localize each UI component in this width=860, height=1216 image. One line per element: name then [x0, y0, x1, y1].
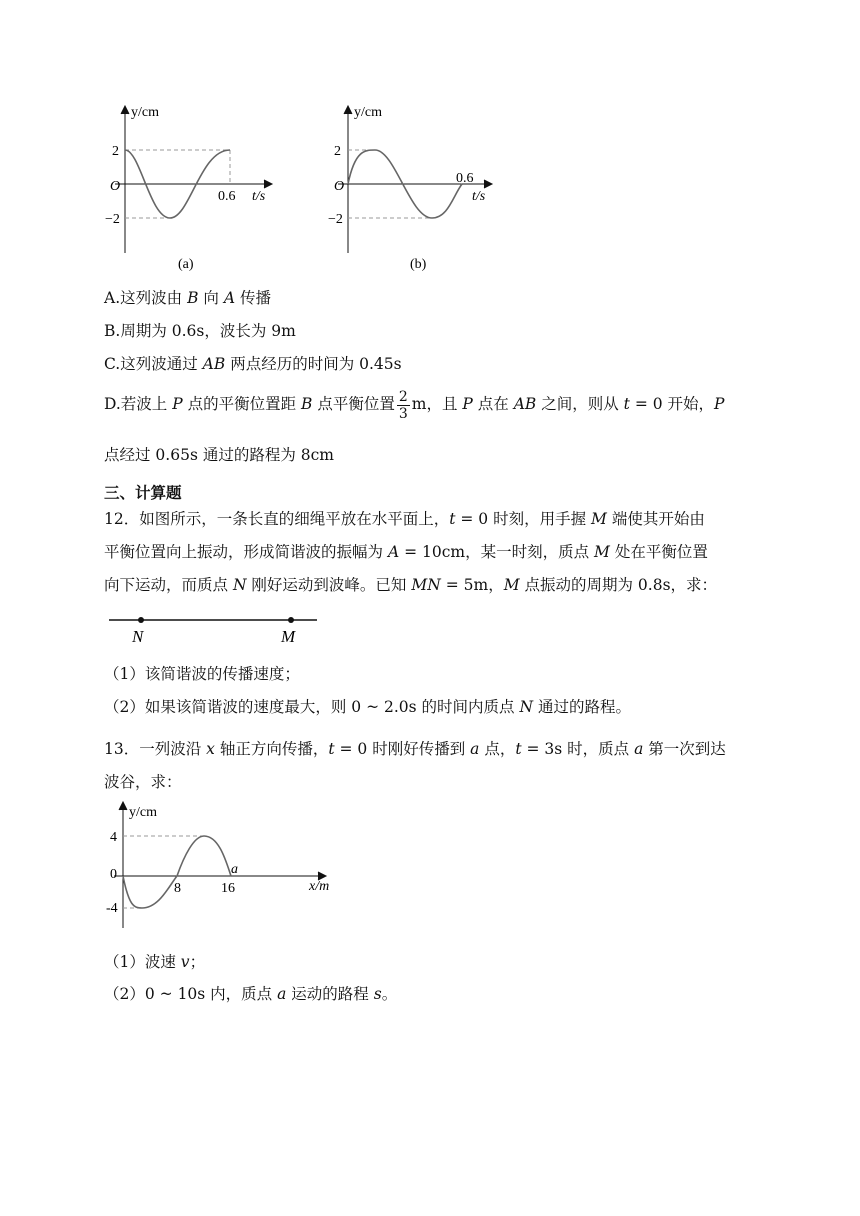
fig-a-xlabel: t/s	[252, 189, 266, 204]
text: 运动的路程	[286, 985, 374, 1003]
fig-a-xtick: 0.6	[218, 189, 236, 204]
text: 13．一列波沿	[104, 740, 207, 758]
var: s	[373, 985, 382, 1003]
text: 处在平衡位置	[609, 543, 708, 561]
text: 传播	[235, 289, 271, 307]
figure-a	[100, 96, 290, 276]
fig-b-origin: O	[334, 179, 345, 194]
fig-q13-xlabel: x/m	[309, 879, 330, 894]
option-c	[104, 352, 402, 374]
label-m: M	[281, 627, 296, 646]
fig-b-ymin: −2	[328, 212, 343, 227]
text: 点振动的周期为 0.8s，求：	[519, 576, 718, 594]
var: N	[232, 576, 247, 594]
fig-q13-x8: 8	[174, 881, 181, 896]
text: D.若波上	[104, 395, 173, 413]
fig-q13-x16: 16	[221, 881, 235, 896]
denominator: 3	[398, 405, 408, 422]
var: a	[277, 985, 287, 1003]
text: 轴正方向传播，	[214, 740, 329, 758]
fig-q13-point-a: a	[231, 862, 238, 877]
fig-q13-y0: 0	[110, 867, 117, 882]
text: 。	[381, 985, 398, 1003]
var: t	[328, 740, 335, 758]
q12-sub1: （1）该简谐波的传播速度；	[104, 665, 300, 683]
text: 通过的路程。	[533, 698, 631, 716]
text: 点，	[479, 740, 516, 758]
text: 两点经历的时间为 0.45s	[225, 355, 402, 373]
fraction	[397, 389, 410, 422]
numerator: 2	[398, 388, 408, 405]
text: 第一次到达	[643, 740, 726, 758]
text: （1）波速	[104, 953, 181, 971]
var: AB	[202, 355, 226, 373]
var: AB	[513, 395, 537, 413]
q13-wave-figure	[104, 796, 344, 936]
q12-line1	[104, 507, 705, 529]
text: = 3s 时，质点	[521, 740, 635, 758]
var: t	[623, 395, 630, 413]
label-n: N	[132, 627, 144, 646]
text: ；	[189, 953, 206, 971]
fig-a-ymin: −2	[105, 212, 120, 227]
var: N	[519, 698, 534, 716]
fig-a-caption: (a)	[178, 257, 194, 272]
q13-sub2	[104, 982, 397, 1004]
text: 点平衡位置	[312, 395, 395, 413]
var: P	[172, 395, 183, 413]
text: = 10cm，某一时刻，质点	[399, 543, 595, 561]
var: a	[634, 740, 644, 758]
text: A.这列波由	[104, 289, 188, 307]
rope-figure	[104, 608, 334, 650]
fig-q13-yn4: -4	[106, 901, 118, 916]
text: = 0 时刻，用手握	[455, 510, 592, 528]
option-d-line2: 点经过 0.65s 通过的路程为 8cm	[104, 446, 334, 464]
text: 向	[198, 289, 224, 307]
option-a	[104, 286, 271, 308]
var: P	[714, 395, 725, 413]
fig-a-origin: O	[110, 179, 121, 194]
var: B	[187, 289, 199, 307]
var: A	[387, 543, 400, 561]
var: t	[515, 740, 522, 758]
q13-line1	[104, 737, 726, 759]
option-d-line1	[104, 384, 724, 424]
option-b: B.周期为 0.6s，波长为 9m	[104, 322, 296, 340]
fig-a-ymax: 2	[112, 144, 119, 159]
var: A	[223, 289, 236, 307]
text: 刚好运动到波峰。已知	[246, 576, 412, 594]
fig-q13-y4: 4	[110, 830, 117, 845]
var: t	[449, 510, 456, 528]
text: C.这列波通过	[104, 355, 203, 373]
text: 12．如图所示，一条长直的细绳平放在水平面上，	[104, 510, 450, 528]
text: = 0 时刚好传播到	[334, 740, 471, 758]
fig-a-ylabel: y/cm	[131, 105, 159, 120]
var: P	[462, 395, 473, 413]
figure-b	[320, 96, 510, 276]
text: = 0 开始，	[629, 395, 715, 413]
var: MN	[411, 576, 441, 594]
wave-curve	[123, 836, 231, 908]
fig-b-ymax: 2	[334, 144, 341, 159]
q13-sub1	[104, 950, 205, 972]
fig-b-ylabel: y/cm	[354, 105, 382, 120]
text: 向下运动，而质点	[104, 576, 233, 594]
fig-b-caption: (b)	[410, 257, 427, 272]
fig-q13-ylabel: y/cm	[129, 805, 157, 820]
text: 点的平衡位置距	[182, 395, 302, 413]
fig-b-xlabel: t/s	[472, 189, 486, 204]
var: a	[470, 740, 480, 758]
q12-line3	[104, 573, 717, 595]
text: 平衡位置向上振动，形成简谐波的振幅为	[104, 543, 388, 561]
var: v	[180, 953, 190, 971]
var: M	[503, 576, 520, 594]
text: 点在	[472, 395, 514, 413]
var: B	[301, 395, 313, 413]
text: （2）0 ~ 10s 内，质点	[104, 985, 278, 1003]
var: M	[594, 543, 610, 561]
section-heading: 三、计算题	[104, 484, 182, 502]
var: M	[591, 510, 607, 528]
q12-line2	[104, 540, 708, 562]
fig-b-xtick: 0.6	[456, 171, 474, 186]
q13-line2: 波谷，求：	[104, 773, 182, 791]
var: x	[206, 740, 215, 758]
text: （2）如果该简谐波的速度最大，则 0 ~ 2.0s 的时间内质点	[104, 698, 520, 716]
text: 之间，则从	[536, 395, 624, 413]
q12-sub2	[104, 695, 631, 717]
text: ，且	[426, 395, 463, 413]
text: 端使其开始由	[606, 510, 705, 528]
unit: m	[411, 395, 427, 413]
text: = 5m，	[440, 576, 504, 594]
